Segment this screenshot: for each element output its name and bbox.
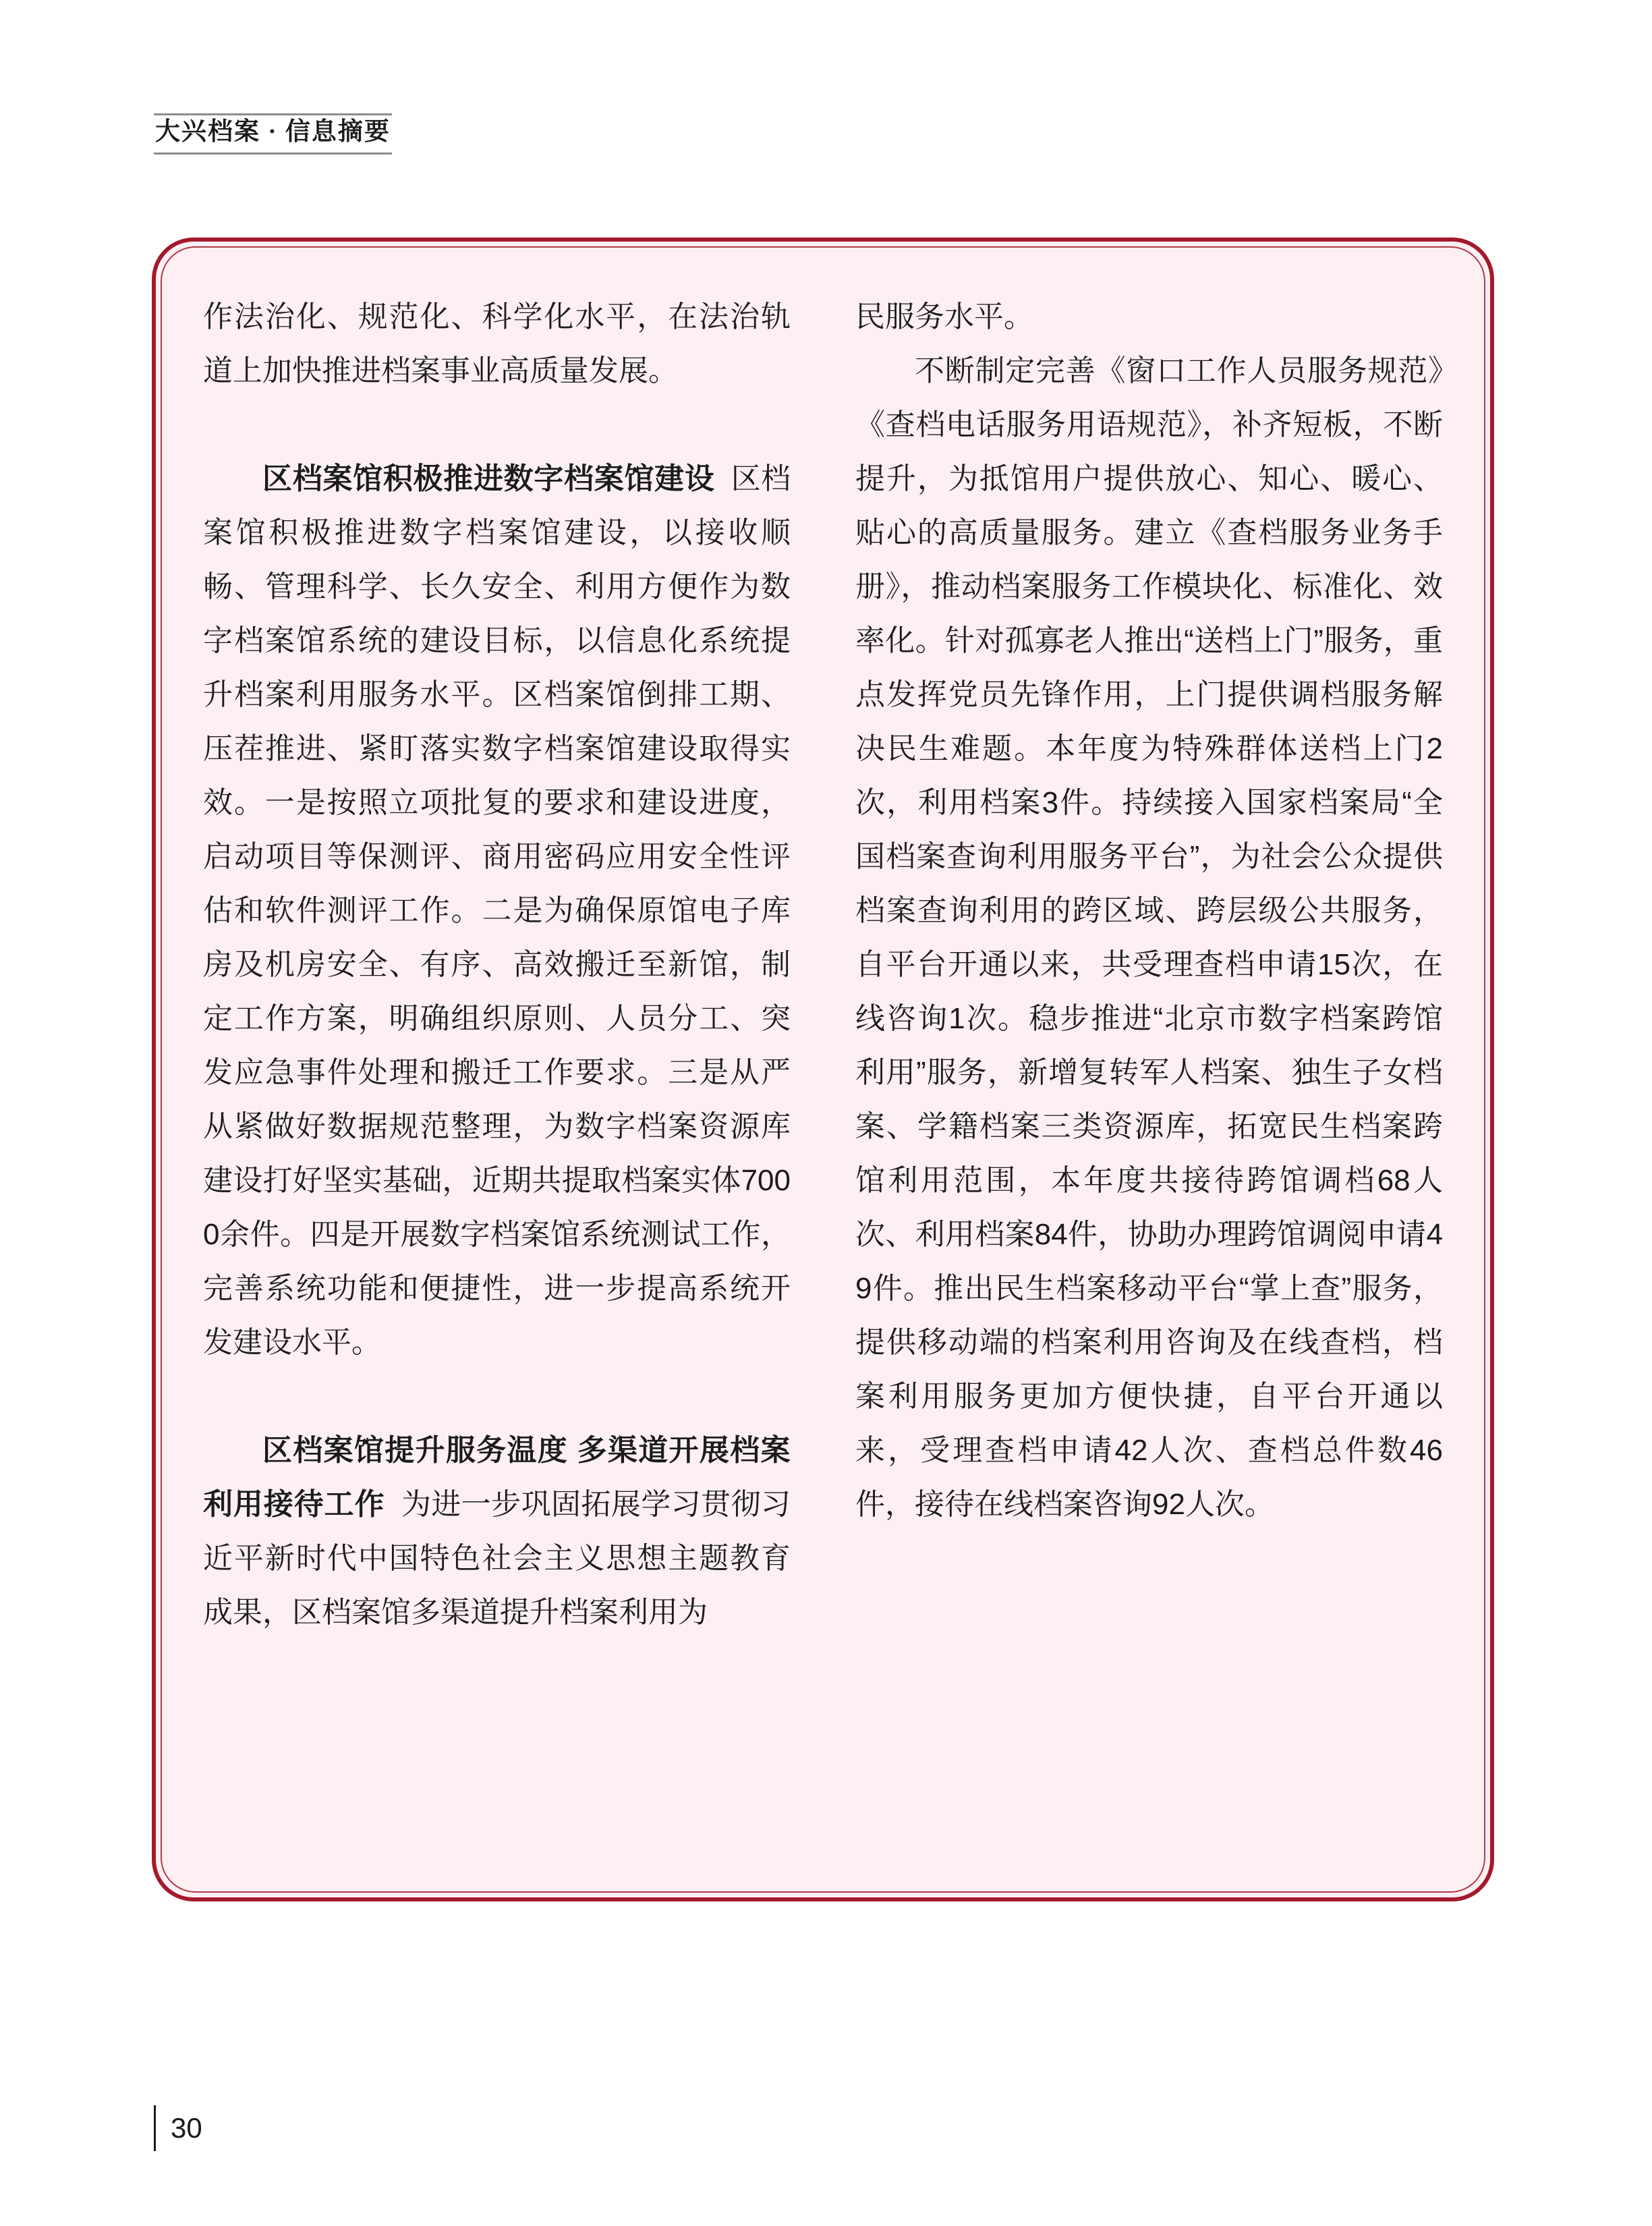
- page-number: 30: [171, 2112, 202, 2144]
- left-column: [203, 290, 791, 1864]
- paragraph-text: 民服务水平。: [855, 300, 1033, 333]
- paragraph-service-standards-and-platforms: [855, 344, 1443, 1532]
- folio-rule: [154, 2105, 156, 2151]
- folio: [154, 2105, 202, 2151]
- content-frame: [152, 238, 1494, 1901]
- paragraph-spacer: [203, 398, 791, 452]
- paragraph-continuation: [203, 290, 791, 398]
- paragraph-text: 为进一步巩固拓展学习贯彻习近平新时代中国特色社会主义思想主题教育成果，区档案馆多渠道提升档案利用为: [203, 1488, 791, 1629]
- paragraph-service-level-continuation: [855, 290, 1443, 344]
- running-header-title: 大兴档案 · 信息摘要: [155, 118, 391, 146]
- run-in-heading-service-warmth: 区档案馆提升服务温度 多渠道开展档案利用接待工作: [203, 1434, 791, 1521]
- run-in-heading-digital-archive: 区档案馆积极推进数字档案馆建设: [262, 462, 715, 495]
- two-column-body: [203, 290, 1443, 1864]
- paragraph-text: 不断制定完善《窗口工作人员服务规范》《查档电话服务用语规范》，补齐短板，不断提升，为抵馆用户提供放心、知心、暖心、贴心的高质量服务。建立《查档服务业务手册》，推动档案服务工作模块化、标准化、效率化。针对孤寡老人推出“送档上门”服务，重点发挥党员先锋作用，上门提供调档服务解决民生难题。本年度为特殊群体送档上门2次，利用档案3件。持续接入国家档案局“全国档案查询利用服务平台”，为社会公众提供档案查询利用的跨区域、跨层级公共服务，自平台开通以来，共受理查档申请15次，在线咨询1次。稳步推进“北京市数字档案跨馆利用”服务，新增复转军人档案、独生子女档案、学籍档案三类资源库，拓宽民生档案跨馆利用范围，本年度共接待跨馆调档68人次、利用档案84件，协助办理跨馆调阅申请49件。推出民生档案移动平台“掌上查”服务，提供移动端的档案利用咨询及在线查档，档案利用服务更加方便快捷，自平台开通以来，受理查档申请42人次、查档总件数46件，接待在线档案咨询92人次。: [855, 354, 1443, 1521]
- paragraph-digital-archive-construction: [203, 452, 791, 1370]
- right-column: [855, 290, 1443, 1864]
- paragraph-service-warmth-reception: [203, 1424, 791, 1640]
- paragraph-spacer: [203, 1370, 791, 1424]
- paragraph-text: 区档案馆积极推进数字档案馆建设，以接收顺畅、管理科学、长久安全、利用方便作为数字档案馆系统的建设目标，以信息化系统提升档案利用服务水平。区档案馆倒排工期、压茬推进、紧盯落实数字档案馆建设取得实效。一是按照立项批复的要求和建设进度，启动项目等保测评、商用密码应用安全性评估和软件测评工作。二是为确保原馆电子库房及机房安全、有序、高效搬迁至新馆，制定工作方案，明确组织原则、人员分工、突发应急事件处理和搬迁工作要求。三是从严从紧做好数据规范整理，为数字档案资源库建设打好坚实基础，近期共提取档案实体7000余件。四是开展数字档案馆系统测试工作，完善系统功能和便捷性，进一步提高系统开发建设水平。: [203, 462, 791, 1359]
- paragraph-text: 作法治化、规范化、科学化水平，在法治轨道上加快推进档案事业高质量发展。: [203, 300, 791, 387]
- running-header: [154, 113, 392, 155]
